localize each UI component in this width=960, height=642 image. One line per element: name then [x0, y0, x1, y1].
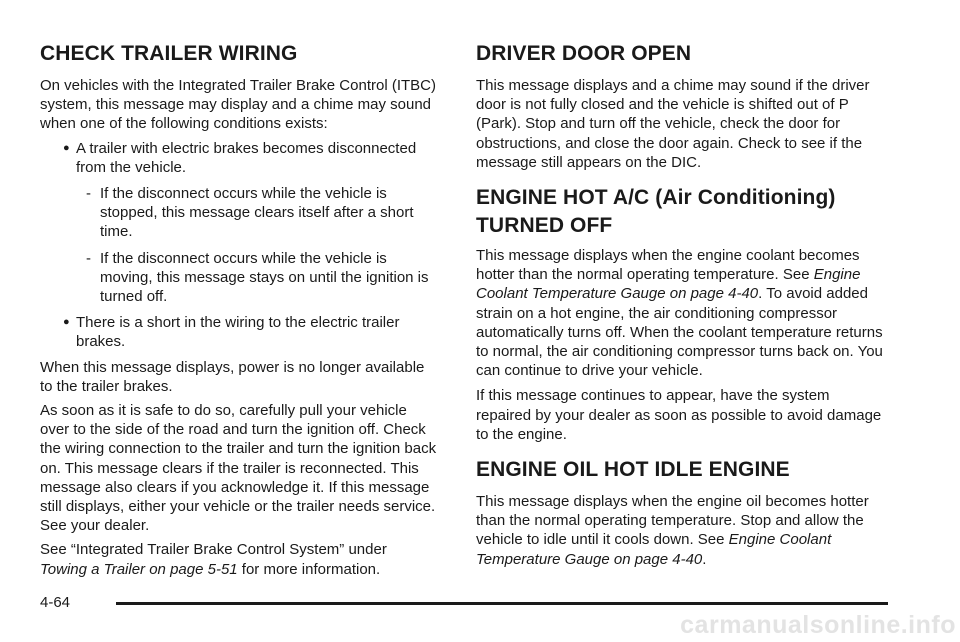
cross-reference-link[interactable]: Engine Coolant Temperature Gauge on page 4-40 [476, 531, 832, 568]
dash-icon: - [86, 249, 91, 267]
sub-list-item [76, 249, 440, 307]
right-column [476, 40, 886, 574]
paragraph-intro: On vehicles with the Integrated Trailer Brake Control (ITBC) system, this message may display and a chime may sound when one of the following conditions exists: [40, 77, 436, 133]
paragraph: When this message displays, power is no longer available to the trailer brakes. [40, 358, 425, 395]
paragraph-text: for more information. [237, 560, 381, 578]
watermark-logo: carmanualsonline.info [680, 611, 956, 639]
bullet-icon: ● [63, 141, 70, 154]
conditions-list [40, 139, 440, 352]
cross-reference-link[interactable]: Towing a Trailer on page 5-51 [40, 560, 238, 578]
paragraph: This message displays and a chime may sound if the driver door is not fully closed and the vehicle is shifted out of P (Park). Stop and turn off the vehicle, check the door for obstructions, and close the door again. Check to see if the message still appears on the DIC. [476, 77, 870, 171]
paragraph-text: This message displays when the engine coolant becomes hotter than the normal operating temperature. See [476, 247, 860, 284]
bullet-text: There is a short in the wiring to the electric trailer brakes. [76, 314, 400, 351]
paragraph: If this message continues to appear, have the system repaired by your dealer as soon as possible to avoid damage to the engine. [476, 387, 882, 443]
sub-list-item [76, 184, 440, 242]
bullet-icon: ● [63, 316, 70, 329]
list-item [40, 313, 440, 351]
sub-item-text: If the disconnect occurs while the vehicle is moving, this message stays on until the ignition is turned off. [100, 249, 429, 306]
paragraph-see-reference [476, 492, 886, 569]
paragraph: As soon as it is safe to do so, carefully pull your vehicle over to the side of the road and turn the ignition off. Check the wiring connection to the trailer and turn the ignition back on. This message clears if the trailer is reconnected. This message also clears if you acknowledge it. If this message still displays, either your vehicle or the trailer needs service. See your dealer. [40, 402, 437, 535]
section-heading-driver-door-open: DRIVER DOOR OPEN [476, 42, 692, 65]
paragraph-text: See “Integrated Trailer Brake Control System” under [40, 541, 387, 559]
page-number: 4-64 [40, 594, 71, 611]
sub-list [76, 184, 440, 306]
bullet-text: A trailer with electric brakes becomes disconnected from the vehicle. [76, 139, 417, 176]
dash-icon: - [86, 185, 91, 203]
paragraph-text: This message displays when the engine oil becomes hotter than the normal operating temperature. Stop and allow the vehicle to idle until it cools down. See [476, 493, 869, 549]
paragraph-text: . [702, 550, 707, 568]
footer-rule [116, 602, 888, 605]
cross-reference-link[interactable]: Engine Coolant Temperature Gauge on page 4-40 [476, 266, 861, 303]
section-heading-engine-oil-hot: ENGINE OIL HOT IDLE ENGINE [476, 458, 790, 482]
section-heading-engine-hot-ac: ENGINE HOT A/C (Air Conditioning) TURNED OFF [476, 186, 836, 238]
section-heading-check-trailer-wiring: CHECK TRAILER WIRING [40, 42, 298, 65]
list-item [40, 139, 440, 307]
left-column [40, 40, 440, 584]
paragraph-see-reference [476, 246, 886, 380]
paragraph-text: . To avoid added strain on a hot engine, the air conditioning compressor automatically turns off. When the coolant temperature returns to normal, the air conditioning compressor turns back on. You can continue to drive your vehicle. [476, 285, 883, 380]
paragraph-see-reference [40, 540, 440, 578]
sub-item-text: If the disconnect occurs while the vehicle is stopped, this message clears itself after a short time. [100, 185, 414, 241]
